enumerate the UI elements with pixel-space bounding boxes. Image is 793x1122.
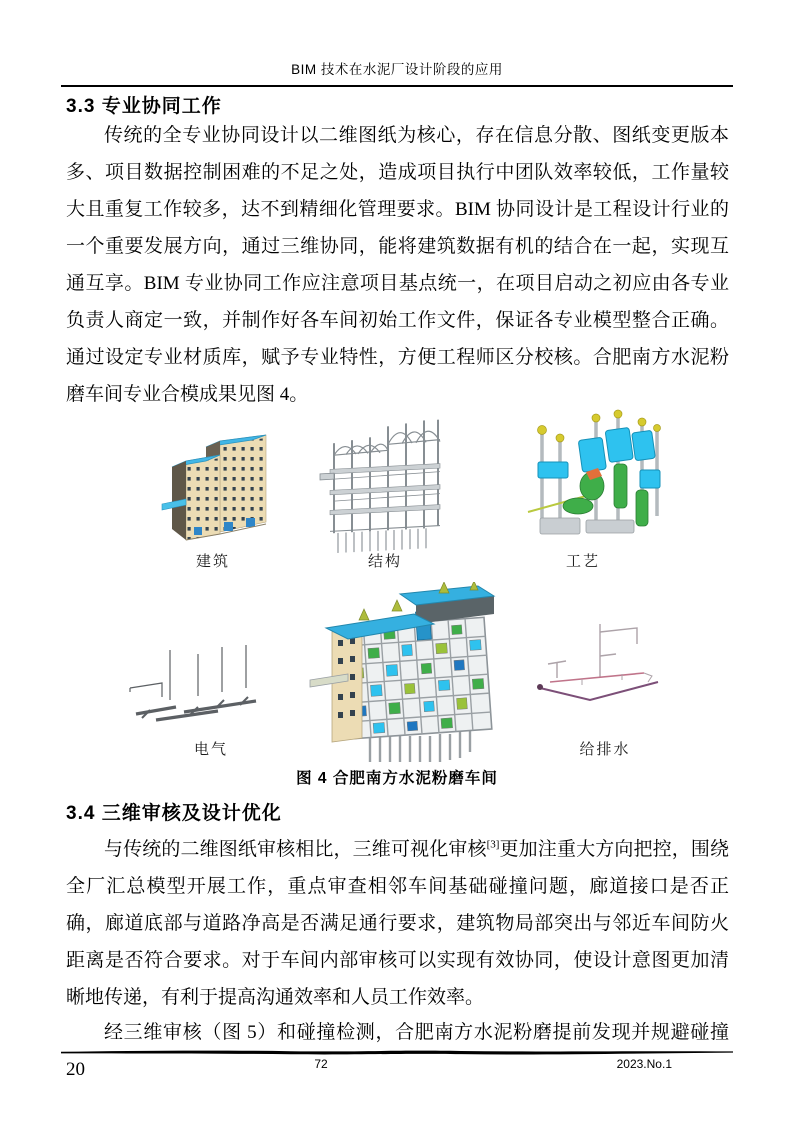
plumbing-model-image	[532, 618, 672, 716]
paragraph-3-3: 传统的全专业协同设计以二维图纸为核心，存在信息分散、图纸变更版本多、项目数据控制困难的不足之处，造成项目执行中团队效率较低，工作量较大且重复工作较多，达不到精细化管理要求。BIM 协同设计是工程设计行业的一个重要发展方向，通过三维协同，能将建筑数据有机的结合在一起，实现互通互享。BIM 专业协同工作应注意项目基点统一，在项目启动之初应由各专业负责人商定一致，并制作好各车间初始工作文件，保证各专业模型整合正确。通过设定专业材质库，赋予专业特性，方便工程师区分校核。合肥南方水泥粉磨车间专业合模成果见图 4。	[66, 125, 729, 405]
citation-ref-3: [3]	[486, 838, 500, 851]
combined-model-image	[292, 582, 507, 764]
issue-label: 2023.No.1	[616, 1057, 672, 1071]
figure-label-structure: 结构	[367, 554, 402, 570]
figure-label-plumbing: 给排水	[579, 742, 631, 758]
header-rule	[61, 85, 733, 87]
paragraph-3-4-continued: 经三维审核（图 5）和碰撞检测，合肥南方水泥粉磨提前发现并规避碰撞 20	[66, 1022, 729, 1080]
paragraph-3-4-text-pre: 与传统的二维图纸审核相比，三维可视化审核	[104, 839, 487, 860]
architecture-model-image	[158, 414, 280, 546]
paragraph-3-4	[66, 831, 729, 1016]
page-number: 72	[314, 1057, 328, 1071]
section-heading-3-3: 3.3 专业协同工作	[66, 96, 222, 117]
figure-label-process: 工艺	[565, 554, 600, 570]
running-header-title: BIM 技术在水泥厂设计阶段的应用	[291, 62, 503, 77]
footer-rule	[61, 1049, 733, 1056]
figure-label-architecture: 建筑	[195, 554, 230, 570]
electrical-model-image	[122, 642, 267, 740]
structure-model-image	[318, 408, 448, 554]
section-heading-3-4: 3.4 三维审核及设计优化	[66, 803, 282, 824]
figure-caption: 图 4 合肥南方水泥粉磨车间	[296, 770, 498, 787]
figure-label-electrical: 电气	[193, 742, 228, 758]
paragraph-3-4-text-post: 更加注重大方向把控，围绕全厂汇总模型开展工作，重点审查相邻车间基础碰撞问题，廊道接口是否正确，廊道底部与道路净高是否满足通行要求，建筑物局部突出与邻近车间防火距离是否符合要求。对于车间内部审核可以实现有效协同，使设计意图更加清晰地传递，有利于提高沟通效率和人员工作效率。	[66, 839, 729, 1008]
process-model-image	[522, 406, 670, 554]
